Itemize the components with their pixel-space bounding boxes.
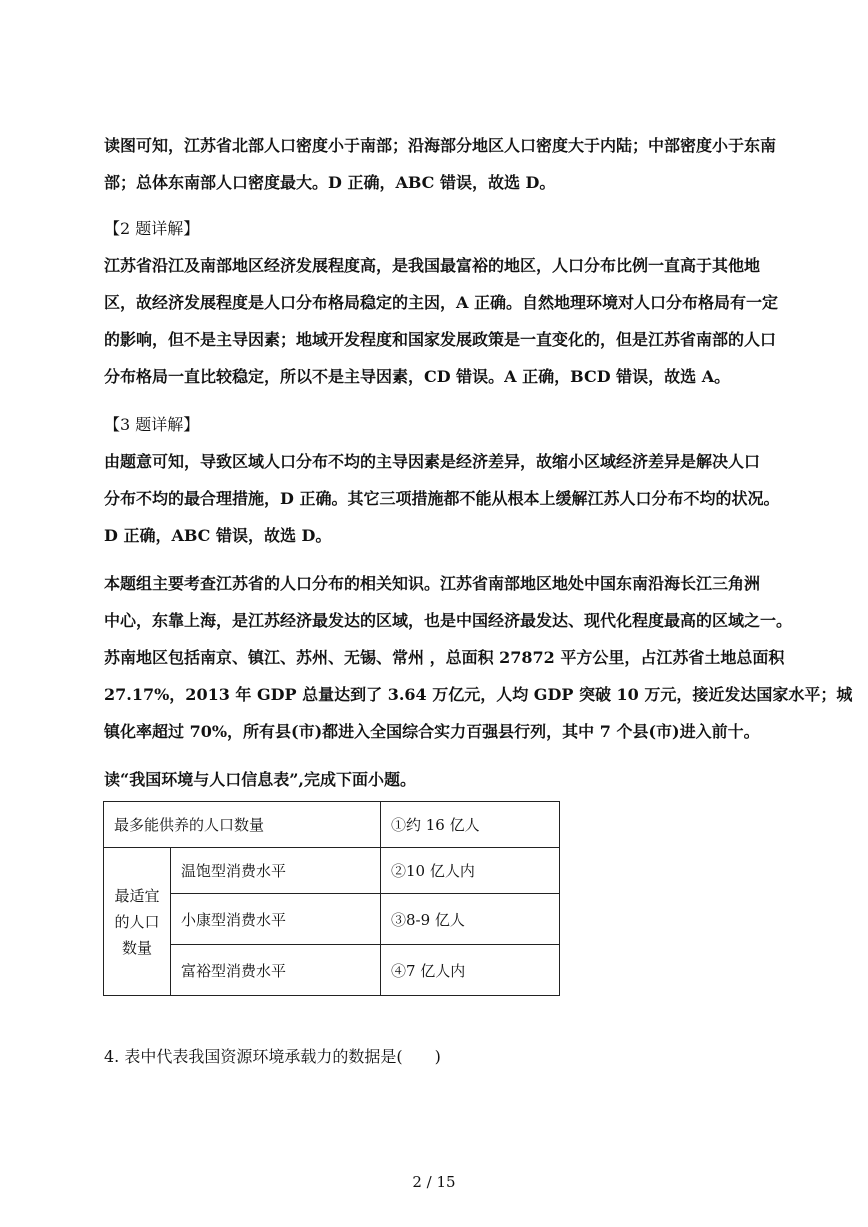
text-line: 中心，东靠上海，是江苏经济最发达的区域，也是中国经济最发达、现代化程度最高的区域之一。 (104, 611, 793, 630)
table-cell: ③8-9 亿人 (381, 894, 560, 945)
table-cell: 最多能供养的人口数量 (104, 802, 381, 848)
text-line: 读图可知，江苏省北部人口密度小于南部；沿海部分地区人口密度大于内陆；中部密度小于东南 (104, 136, 777, 155)
text-line: 的人口 (114, 912, 160, 931)
table-cell: ④7 亿人内 (381, 945, 560, 996)
text-line: 由题意可知，导致区域人口分布不均的主导因素是经济差异，故缩小区域经济差异是解决人口 (104, 452, 761, 471)
explanation-paragraph (104, 565, 853, 750)
table-cell: ②10 亿人内 (381, 848, 560, 894)
text-line: 读“我国环境与人口信息表”,完成下面小题。 (104, 770, 416, 789)
text-line: 镇化率超过 70%，所有县(市)都进入全国综合实力百强县行列，其中 7 个县(市)进入前十。 (104, 722, 760, 741)
section-heading-3 (104, 406, 764, 443)
heading-text: 【3 题详解】 (104, 415, 200, 434)
table-cell: 小康型消费水平 (171, 894, 381, 945)
answer-paragraph-3 (104, 443, 780, 554)
heading-text: 【2 题详解】 (104, 219, 200, 238)
text-line: 数量 (121, 938, 152, 957)
table-cell: ①约 16 亿人 (381, 802, 560, 848)
text-line: 最适宜 (114, 886, 160, 905)
table-row (104, 945, 560, 996)
question-4: 4. 表中代表我国资源环境承载力的数据是( ) (104, 1047, 441, 1066)
text-line: 本题组主要考查江苏省的人口分布的相关知识。江苏省南部地区地处中国东南沿海长江三角洲 (104, 574, 761, 593)
text-line: 部；总体东南部人口密度最大。D 正确，ABC 错误，故选 D。 (104, 173, 556, 192)
text-line: 江苏省沿江及南部地区经济发展程度高，是我国最富裕的地区，人口分布比例一直高于其他地 (104, 256, 761, 275)
environment-population-table (103, 801, 560, 996)
section-heading-2 (104, 210, 764, 247)
page-number: 2 / 15 (412, 1173, 456, 1191)
table-row (104, 802, 560, 848)
table-cell: 温饱型消费水平 (171, 848, 381, 894)
answer-paragraph-1 (104, 127, 777, 201)
text-line: 的影响，但不是主导因素；地域开发程度和国家发展政策是一直变化的，但是江苏省南部的人口 (104, 330, 777, 349)
text-line: D 正确，ABC 错误，故选 D。 (104, 526, 332, 545)
table-intro (104, 761, 764, 798)
table-row (104, 894, 560, 945)
text-line: 区，故经济发展程度是人口分布格局稳定的主因，A 正确。自然地理环境对人口分布格局有一定 (104, 293, 778, 312)
table-group-cell (104, 848, 171, 996)
text-line: 分布不均的最合理措施，D 正确。其它三项措施都不能从根本上缓解江苏人口分布不均的状况。 (104, 489, 780, 508)
answer-paragraph-2 (104, 247, 778, 395)
text-line: 分布格局一直比较稳定，所以不是主导因素，CD 错误。A 正确，BCD 错误，故选 A。 (104, 367, 731, 386)
table-cell: 富裕型消费水平 (171, 945, 381, 996)
table-row (104, 848, 560, 894)
text-line: 苏南地区包括南京、镇江、苏州、无锡、常州 ，总面积 27872 平方公里，占江苏省土地总面积 (104, 648, 785, 667)
text-line: 27.17%，2013 年 GDP 总量达到了 3.64 万亿元，人均 GDP 突破 10 万元，接近发达国家水平；城 (104, 685, 853, 704)
